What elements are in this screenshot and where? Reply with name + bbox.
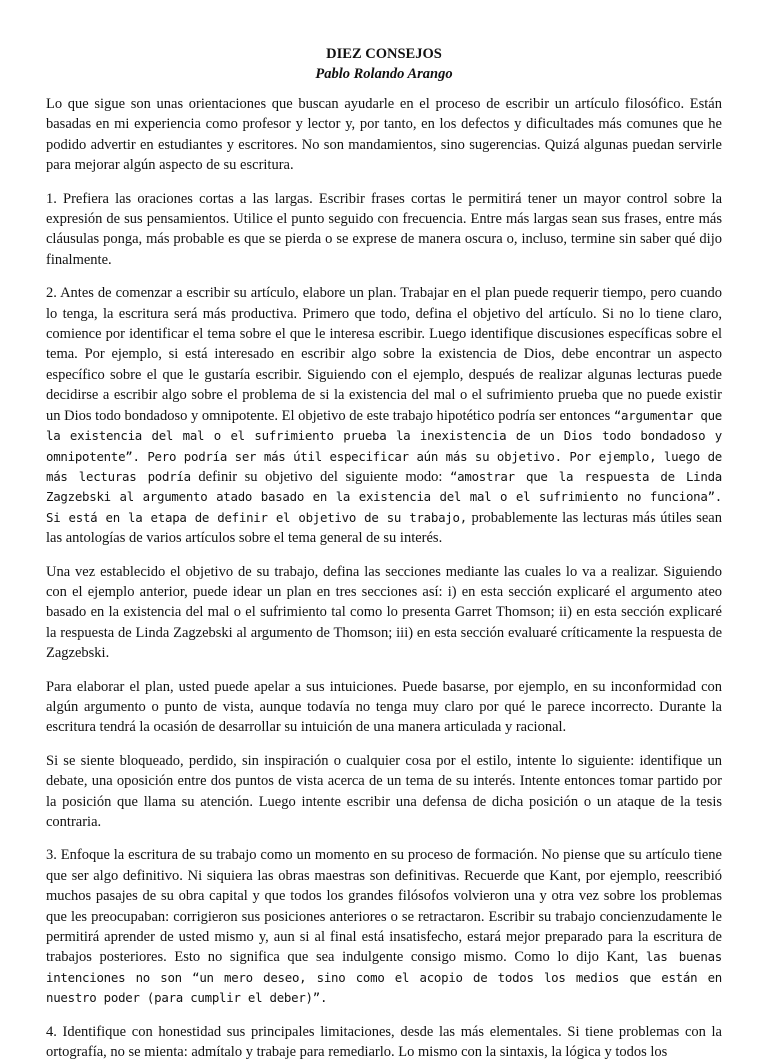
document-author: Pablo Rolando Arango xyxy=(315,66,453,82)
advice-2-text-3: probablemente las lecturas más útiles sean las antologías de varios artículos sobre el tema general de su interés. xyxy=(46,509,722,547)
advice-2-paragraph xyxy=(46,283,722,548)
advice-2-text: 2. Antes de comenzar a escribir su artículo, elabore un plan. Trabajar en el plan puede requerir tiempo, pero cuando lo tenga, la escritura será más productiva. Primero que todo, defina el objetivo del artículo. Si no lo tiene claro, comience por identificar el tema sobre el que le interesa escribir. Luego identifique discusiones específicas sobre el tema. Por ejemplo, si está interesado en escribir algo sobre la existencia de Dios, debe encontrar un aspecto específico sobre el que le gustaría escribir. Siguiendo con el ejemplo, después de realizar algunas lecturas puede decidirse a escribir algo sobre el problema de si la existencia del mal o el sufrimiento prueba que no puede existir un Dios todo bondadoso y omnipotente. El objetivo de este trabajo hipotético podría ser entonces xyxy=(46,285,722,424)
advice-3-paragraph xyxy=(46,845,722,1008)
advice-2-text-2: definir su objetivo del siguiente modo: xyxy=(190,468,450,485)
advice-4-paragraph: 4. Identifique con honestidad sus principales limitaciones, desde las más elementales. Si tiene problemas con la ortografía, no se mienta: admítalo y trabaje para remediarlo. Lo mismo con la sintaxis, la lógica y todos los xyxy=(46,1023,722,1061)
document-title: DIEZ CONSEJOS xyxy=(326,46,442,62)
plan-sections-paragraph: Una vez establecido el objetivo de su trabajo, defina las secciones mediante las cuales lo va a realizar. Siguiendo con el ejemplo anterior, puede idear un plan en tres secciones así: i) en esta sección explicaré el argumento ateo basado en la existencia del mal o el sufrimiento tal como lo presenta Garret Thomson; ii) en esta sección explicaré la respuesta de Linda Zagzebski al argumento de Thomson; iii) en esta sección evaluaré críticamente la respuesta de Zagzebski. xyxy=(46,563,722,662)
advice-3-text: 3. Enfoque la escritura de su trabajo como un momento en su proceso de formación. No piense que su artículo tiene que ser algo definitivo. Ni siquiera las obras maestras son definitivas. Recuerde que Kant, por ejemplo, reescribió muchos pasajes de su obra capital y que todos los grandes filósofos volvieron una y otra vez sobre los problemas que les preocupaban: corrigieron sus posiciones anteriores o se retractaron. Escribir su trabajo concienzudamente le permitirá aprender de usted mismo y, aun si al final está insatisfecho, estará mejor preparado para la escritura de trabajos posteriores. Esto no significa que sea indulgente consigo mismo. Como lo dijo Kant, xyxy=(46,847,722,966)
intro-paragraph: Lo que sigue son unas orientaciones que buscan ayudarle en el proceso de escribir un artículo filosófico. Están basadas en mi experiencia como profesor y lector y, por tanto, en los defectos y dificultades más comunes que he podido advertir en estudiantes y escritores. No son mandamientos, sino sugerencias. Quizá algunas puedan servirle para mejorar algún aspecto de su escritura. xyxy=(46,96,722,174)
advice-1-paragraph: 1. Prefiera las oraciones cortas a las largas. Escribir frases cortas le permitirá tener un mayor control sobre la expresión de sus pensamientos. Utilice el punto seguido con frecuencia. Entre más largas sean sus frases, entre más cláusulas ponga, más probable es que se pierda o se exprese de manera oscura o, incluso, termine sin saber qué dijo finalmente. xyxy=(46,190,722,268)
advice-3-kant-quote: las buenas intenciones no son “un mero deseo, sino como el acopio de todos los medios que están en nuestro poder (para cumplir el deber)”. xyxy=(46,949,722,1006)
blocked-paragraph: Si se siente bloqueado, perdido, sin inspiración o cualquier cosa por el estilo, intente lo siguiente: identifique un debate, una oposición entre dos puntos de vista acerca de un tema de su interés. Intente entonces tomar partido por la posición que llama su atención. Luego intente escribir una defensa de dicha posición o un ataque de la tesis contraria. xyxy=(46,752,722,830)
advice-2-quote-2: “amostrar que la respuesta de Linda Zagzebski al argumento atado basado en la existencia del mal o el sufrimiento no funciona”. Si está en la etapa de definir el objetivo de su trabajo, xyxy=(46,468,722,525)
intuitions-paragraph: Para elaborar el plan, usted puede apelar a sus intuiciones. Puede basarse, por ejemplo, en su inconformidad con algún argumento o punto de vista, aunque todavía no tenga muy claro por qué le parece incorrecto. Durante la escritura tendrá la ocasión de desarrollar su intuición de una manera articulada y racional. xyxy=(46,678,722,736)
advice-2-quote-1: “argumentar que la existencia del mal o el sufrimiento prueba la inexistencia de un Dios todo bondadoso y omnipotente”. Pero podría ser más útil especificar aún más su objetivo. Por ejemplo, luego de más lecturas podría xyxy=(46,407,722,484)
